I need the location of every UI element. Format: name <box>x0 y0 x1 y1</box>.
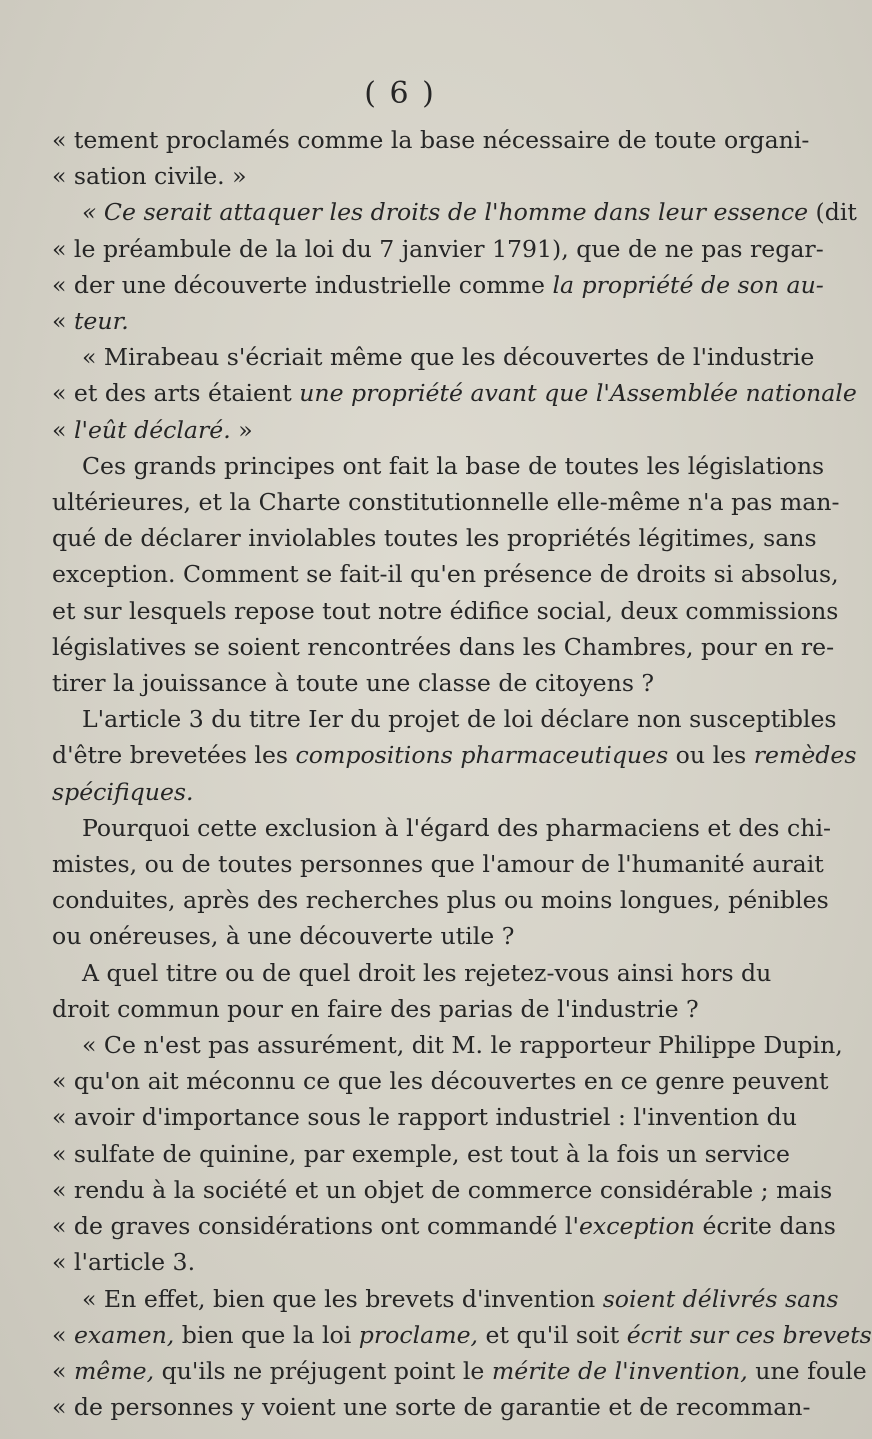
text-segment: mistes, ou de toutes personnes que l'amour de l'humanité aurait <box>52 850 824 879</box>
text-line <box>52 339 815 375</box>
text-segment: bien que la loi <box>174 1320 359 1349</box>
text-segment: et sur lesquels repose tout notre édifice social, deux commissions <box>52 596 839 625</box>
text-line <box>52 991 770 1027</box>
text-line <box>52 1244 770 1280</box>
text-line <box>52 1353 867 1389</box>
text-segment: une foule <box>747 1356 867 1385</box>
text-segment: « et des arts étaient <box>52 379 300 408</box>
text-segment: législatives se soient rencontrées dans les Chambres, pour en re- <box>52 632 835 661</box>
text-line <box>52 303 770 339</box>
text-line <box>52 1317 872 1353</box>
text-line <box>52 375 857 411</box>
text-line <box>52 955 770 991</box>
text-segment: ou onéreuses, à une découverte utile ? <box>52 922 515 951</box>
text-line <box>52 1208 836 1244</box>
text-line <box>52 593 839 629</box>
text-line <box>52 520 817 556</box>
text-segment: » <box>230 415 253 444</box>
text-line <box>52 194 857 230</box>
italic-text: exception <box>578 1212 695 1241</box>
text-segment: « En effet, bien que les brevets d'invention <box>82 1284 603 1313</box>
text-segment: « <box>52 1356 74 1385</box>
italic-text: une propriété avant que l'Assemblée nationale <box>299 379 857 408</box>
text-line <box>52 556 839 592</box>
text-segment: qu'ils ne préjugent point le <box>154 1356 492 1385</box>
italic-text: teur. <box>73 307 129 336</box>
text-segment: exception. Comment se fait-il qu'en présence de droits si absolus, <box>52 560 839 589</box>
text-line <box>52 1172 833 1208</box>
italic-text: même, <box>73 1356 155 1385</box>
italic-text: soient délivrés sans <box>602 1284 839 1313</box>
text-segment: « <box>52 307 74 336</box>
italic-text: examen, <box>73 1320 175 1349</box>
text-line <box>52 1027 843 1063</box>
text-segment: conduites, après des recherches plus ou moins longues, pénibles <box>52 886 829 915</box>
text-segment: droit commun pour en faire des parias de l'industrie ? <box>52 994 699 1023</box>
text-line <box>52 412 770 448</box>
text-line <box>52 1099 797 1135</box>
italic-text: la propriété de son au- <box>552 270 824 299</box>
text-line <box>52 158 770 194</box>
body-text <box>52 122 872 1425</box>
text-segment: Ces grands principes ont fait la base de toutes les législations <box>82 451 825 480</box>
text-line <box>52 448 825 484</box>
text-segment: « sation civile. » <box>52 162 247 191</box>
text-segment: « qu'on ait méconnu ce que les découvertes en ce genre peuvent <box>52 1067 829 1096</box>
italic-text: « Ce serait attaquer les droits de l'homme dans leur essence <box>82 198 809 227</box>
italic-text: remèdes <box>753 741 857 770</box>
text-line <box>52 1389 811 1425</box>
text-line <box>52 737 857 773</box>
text-line <box>52 846 824 882</box>
text-line <box>52 882 829 918</box>
text-segment: « l'article 3. <box>52 1248 196 1277</box>
text-segment: « de graves considérations ont commandé l' <box>52 1212 579 1241</box>
text-segment: ultérieures, et la Charte constitutionnelle elle-même n'a pas man- <box>52 488 840 517</box>
text-line <box>52 231 824 267</box>
text-segment: qué de déclarer inviolables toutes les propriétés légitimes, sans <box>52 524 817 553</box>
text-line <box>52 665 770 701</box>
text-line <box>52 918 770 954</box>
italic-text: proclame, <box>358 1320 479 1349</box>
text-segment: « de personnes y voient une sorte de garantie et de recomman- <box>52 1393 811 1422</box>
text-line <box>52 701 837 737</box>
text-segment: « Ce n'est pas assurément, dit M. le rapporteur Philippe Dupin, <box>82 1031 843 1060</box>
text-line <box>52 122 810 158</box>
text-segment: tirer la jouissance à toute une classe de citoyens ? <box>52 669 655 698</box>
text-line <box>52 810 831 846</box>
italic-text: l'eût déclaré. <box>73 415 231 444</box>
text-segment: « rendu à la société et un objet de commerce considérable ; mais <box>52 1175 833 1204</box>
text-segment: (dit <box>808 198 857 227</box>
italic-text: écrit sur ces brevets <box>626 1320 872 1349</box>
text-line <box>52 267 824 303</box>
text-segment: « avoir d'importance sous le rapport industriel : l'invention du <box>52 1103 797 1132</box>
text-segment: « sulfate de quinine, par exemple, est tout à la fois un service <box>52 1139 790 1168</box>
text-segment: et qu'il soit <box>478 1320 627 1349</box>
text-line <box>52 1063 829 1099</box>
text-segment: d'être brevetées les <box>52 741 296 770</box>
text-segment: écrite dans <box>694 1212 836 1241</box>
italic-text: compositions pharmaceutiques <box>295 741 669 770</box>
text-segment: « der une découverte industrielle comme <box>52 270 553 299</box>
text-line <box>52 1281 839 1317</box>
page-number: ( 6 ) <box>364 76 436 111</box>
italic-text: mérite de l'invention, <box>491 1356 748 1385</box>
italic-text: spécifiques. <box>52 777 194 806</box>
text-segment: « <box>52 415 74 444</box>
text-line <box>52 629 835 665</box>
text-segment: « tement proclamés comme la base nécessaire de toute organi- <box>52 126 810 154</box>
text-line <box>52 1136 790 1172</box>
text-line <box>52 484 840 520</box>
text-segment: A quel titre ou de quel droit les rejetez-vous ainsi hors du <box>82 958 772 987</box>
text-segment: L'article 3 du titre Ier du projet de loi déclare non susceptibles <box>82 705 837 734</box>
text-segment: « Mirabeau s'écriait même que les découvertes de l'industrie <box>82 343 815 372</box>
text-segment: ou les <box>668 741 754 770</box>
text-segment: « <box>52 1320 74 1349</box>
text-line <box>52 774 770 810</box>
text-segment: Pourquoi cette exclusion à l'égard des pharmaciens et des chi- <box>82 813 831 842</box>
text-segment: « le préambule de la loi du 7 janvier 1791), que de ne pas regar- <box>52 234 824 263</box>
